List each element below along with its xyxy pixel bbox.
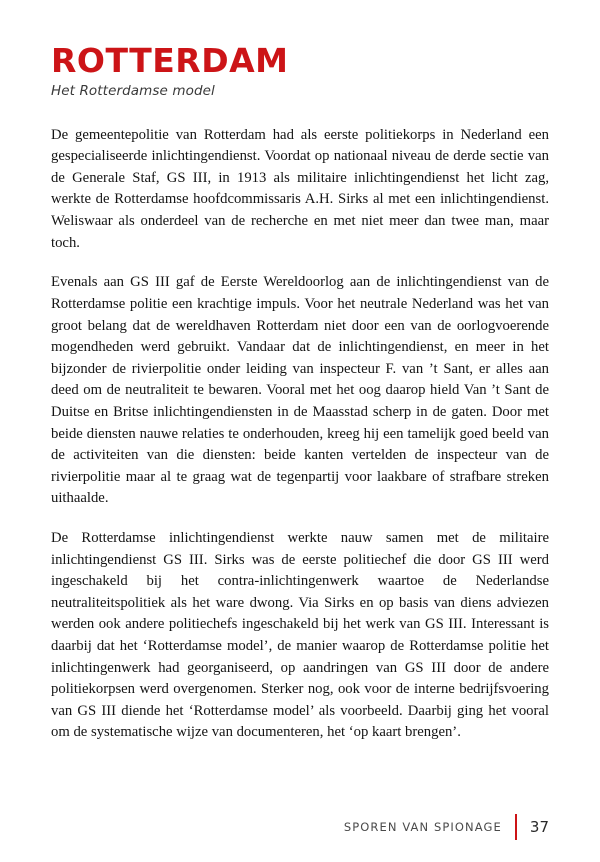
paragraph: De Rotterdamse inlichtingendienst werkte nauw samen met de militaire inlichtingendienst GS III. Sirks was de eerste politiechef die door GS III werd ingeschakeld bij het contra-inlichtingenwerk waartoe de Nederlandse neutraliteitspolitiek als het ware dwong. Via Sirks en op basis van diens adviezen werden ook andere politiechefs ingeschakeld bij het werk van GS III. Interessant is daarbij dat het ‘Rotterdamse model’, de manier waarop de Rotterdamse politie het inlichtingenwerk had georganiseerd, op aandringen van GS III door de andere politiekorpsen werd overgenomen. Sterker nog, ook voor de interne bedrijfsvoering van GS III diende het ‘Rotterdamse model’ als voorbeeld. Daarbij ging het vooral om de systematische wijze van documenteren, het ‘op kaart brengen’.: [51, 530, 549, 741]
footer-divider-rule: [515, 814, 517, 840]
page-footer: [0, 810, 600, 840]
paragraph: Evenals aan GS III gaf de Eerste Wereldoorlog aan de inlichtingendienst van de Rotterdamse politie een krachtige impuls. Voor het neutrale Nederland was het van groot belang dat de wereldhaven Rotterdam niet door een van de oorlogvoerende mogendheden werd gebruikt. Vandaar dat de inlichtingendienst, en meer in het bijzonder de rivierpolitie onder leiding van inspecteur F. van ’t Sant, er alles aan deed om de neutraliteit te bewaren. Vooral met het oog daarop hield Van ’t Sant de Duitse en Britse inlichtingendiensten in de Maasstad scherp in de gaten. Door met beide diensten nauwe relaties te onderhouden, kreeg hij een tamelijk goed beeld van de activiteiten van die diensten: beide kanten vertelden de inspecteur van de rivierpolitie maar al te graag wat de tegenpartij voor laakbare of strafbare streken uithaalde.: [51, 274, 549, 507]
page-content: [51, 41, 549, 744]
body-text: [51, 125, 549, 744]
page-number: 37: [529, 818, 549, 836]
chapter-subtitle: Het Rotterdamse model: [51, 82, 215, 99]
footer-inner: [344, 814, 549, 840]
paragraph: De gemeentepolitie van Rotterdam had als eerste politiekorps in Nederland een gespecialiseerde inlichtingendienst. Voordat op nationaal niveau de derde sectie van de Generale Staf, GS III, in 1913 als militaire inlichtingendienst het licht zag, werkte de Rotterdamse hoofdcommissaris A.H. Sirks al met een inlichtingendienst. Weliswaar als onderdeel van de recherche en met niet meer dan twee man, maar toch.: [51, 126, 549, 251]
page-title: ROTTERDAM: [51, 41, 289, 80]
running-head: SPOREN VAN SPIONAGE: [343, 820, 502, 834]
